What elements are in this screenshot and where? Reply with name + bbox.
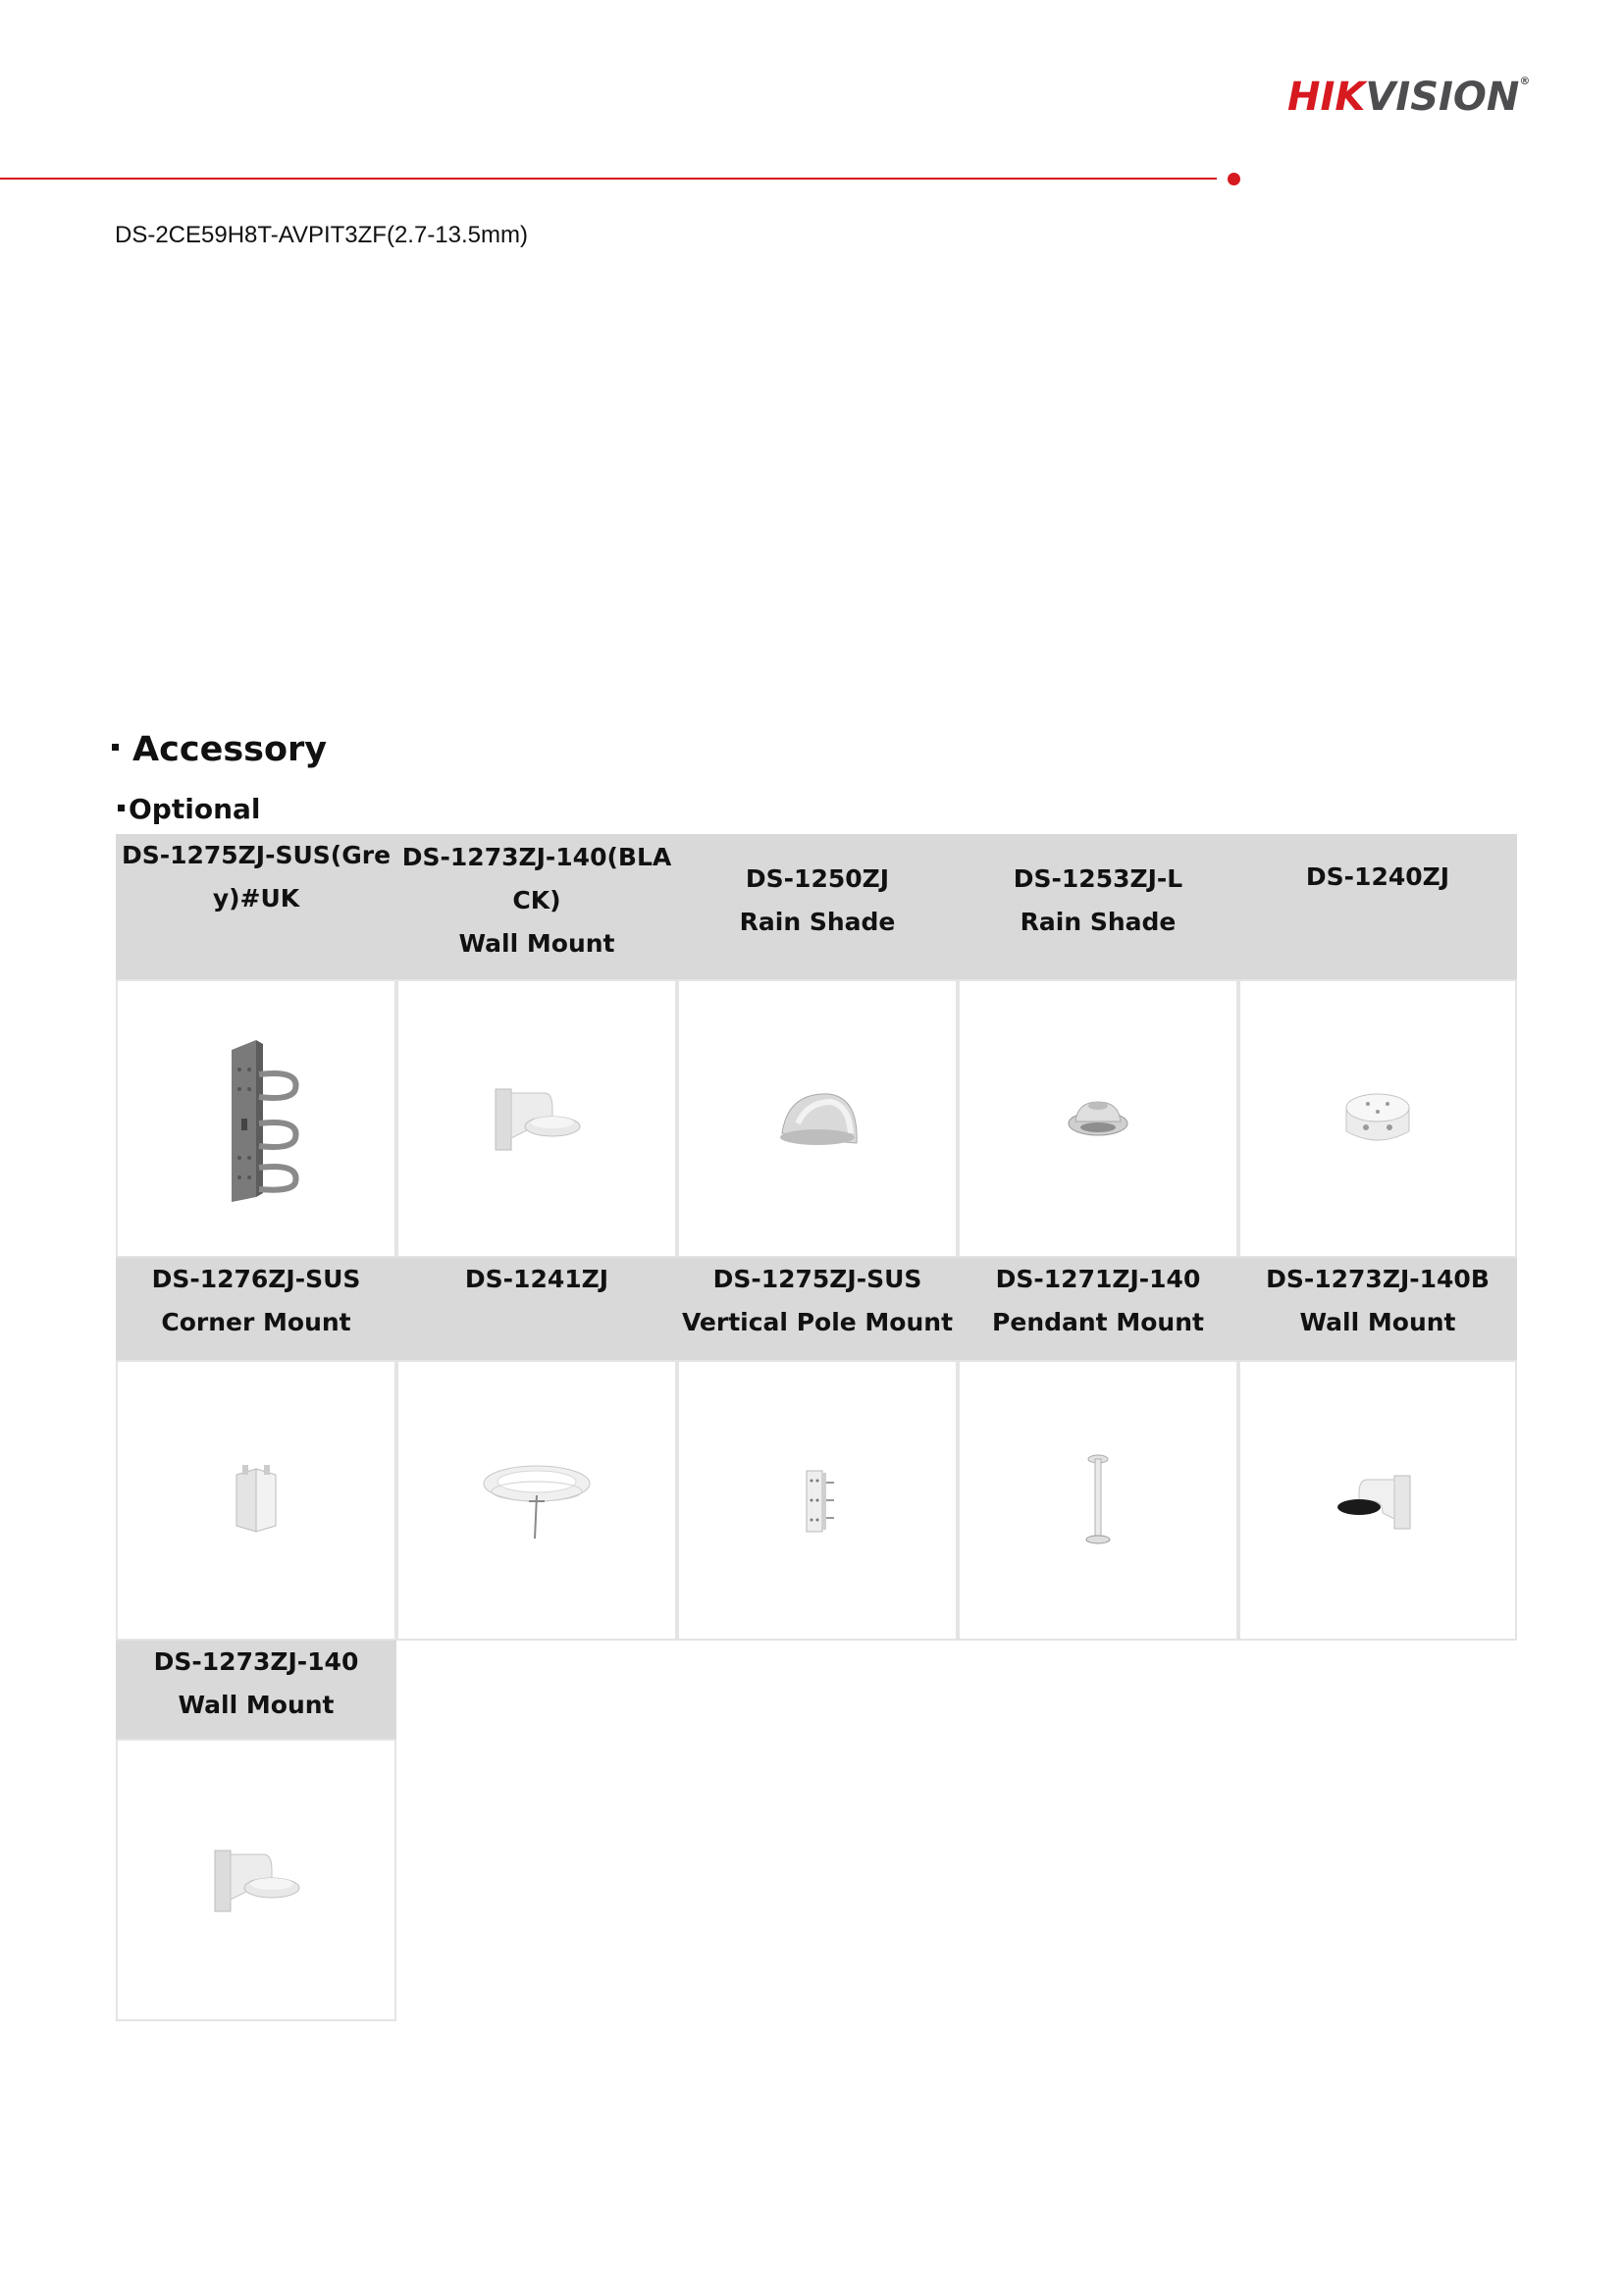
logo-registered-mark: ® — [1519, 75, 1531, 87]
accessory-image — [396, 1360, 677, 1641]
wall-mount-icon — [488, 1079, 586, 1158]
accessory-code: DS-1271ZJ-140 — [995, 1265, 1201, 1293]
wall-mount-black-icon — [1334, 1466, 1422, 1535]
in-ceiling-mount-icon — [478, 1456, 596, 1544]
accessory-type: Vertical Pole Mount — [681, 1308, 954, 1336]
accessory-code: DS-1273ZJ-140B — [1266, 1265, 1490, 1293]
accessory-code: DS-1250ZJ — [745, 864, 890, 893]
accessory-type: Rain Shade — [739, 908, 896, 936]
accessory-code: DS-1275ZJ-SUS — [712, 1265, 922, 1293]
hikvision-logo — [1287, 75, 1530, 120]
accessory-type: Wall Mount — [1299, 1308, 1456, 1336]
rain-shade-small-icon — [1064, 1094, 1132, 1143]
accessory-header — [116, 1258, 396, 1360]
header-rule-dot — [1228, 173, 1240, 185]
accessory-header — [677, 834, 958, 979]
accessory-header — [677, 1258, 958, 1360]
accessory-code: DS-1241ZJ — [464, 1265, 609, 1293]
bullet-square-icon — [112, 744, 119, 751]
accessory-image — [116, 1739, 396, 2021]
accessory-code-cont: CK) — [512, 886, 561, 914]
vertical-pole-mount-icon — [793, 1461, 842, 1539]
header-rule — [0, 178, 1217, 180]
accessory-header — [116, 1641, 396, 1739]
accessory-header — [1238, 1258, 1517, 1360]
accessory-header — [1238, 834, 1517, 979]
accessory-header — [958, 834, 1238, 979]
accessory-header — [396, 834, 677, 979]
bullet-square-icon — [118, 805, 125, 811]
pole-mount-grey-icon — [202, 1030, 310, 1207]
accessory-code: DS-1273ZJ-140 — [153, 1647, 359, 1676]
accessory-code: DS-1253ZJ-L — [1013, 864, 1183, 893]
accessory-image — [958, 979, 1238, 1258]
section-subtitle — [118, 793, 261, 825]
logo-hik: HIK — [1287, 75, 1366, 120]
accessory-code: DS-1276ZJ-SUS — [151, 1265, 361, 1293]
accessory-image — [958, 1360, 1238, 1641]
accessory-image — [116, 979, 396, 1258]
accessory-image — [677, 979, 958, 1258]
model-number: DS-2CE59H8T-AVPIT3ZF(2.7-13.5mm) — [115, 222, 528, 248]
accessory-code: DS-1240ZJ — [1305, 862, 1450, 891]
pendant-mount-icon — [1078, 1451, 1118, 1549]
accessory-image — [116, 1360, 396, 1641]
section-title-text: Accessory — [132, 730, 328, 769]
wall-mount-icon — [207, 1841, 305, 1919]
section-subtitle-text: Optional — [129, 793, 261, 825]
accessory-header — [958, 1258, 1238, 1360]
junction-box-icon — [1338, 1084, 1417, 1153]
accessory-image — [1238, 979, 1517, 1258]
accessory-header — [116, 834, 396, 979]
accessory-header — [396, 1258, 677, 1360]
accessory-type: Wall Mount — [178, 1691, 335, 1719]
accessory-type: Rain Shade — [1020, 908, 1177, 936]
accessory-code: DS-1275ZJ-SUS(Gre — [121, 841, 392, 869]
section-title — [112, 730, 327, 769]
corner-mount-icon — [227, 1461, 286, 1539]
accessory-code: DS-1273ZJ-140(BLA — [401, 843, 672, 871]
accessory-type: Pendant Mount — [992, 1308, 1204, 1336]
accessory-image — [396, 979, 677, 1258]
accessory-image — [677, 1360, 958, 1641]
accessory-image — [1238, 1360, 1517, 1641]
rain-shade-icon — [768, 1084, 866, 1153]
accessory-type: Wall Mount — [458, 929, 615, 958]
logo-vision: VISION — [1365, 75, 1520, 120]
accessory-type: Corner Mount — [161, 1308, 351, 1336]
accessory-code-cont: y)#UK — [212, 884, 300, 913]
